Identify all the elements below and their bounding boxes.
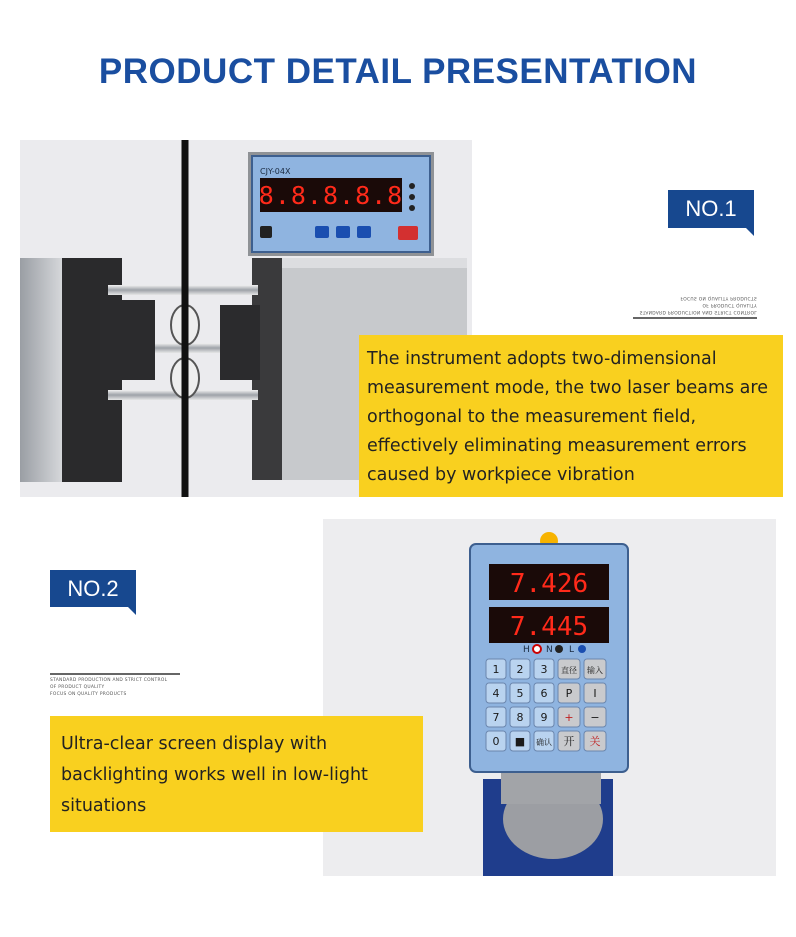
keypad-key-label: 4 (492, 687, 500, 700)
tagline-line-2: OF PRODUCT QUALITY (50, 685, 105, 690)
description-text-2: Ultra-clear screen display with backlighting works well in low-light situations (61, 734, 368, 816)
page-title: PRODUCT DETAIL PRESENTATION (98, 52, 698, 91)
tagline-line-3: FOCUS ON QUALITY PRODUCTS (50, 692, 127, 697)
description-text-1: The instrument adopts two-dimensional measurement mode, the two laser beams are orthogonal to the measurement field, effectively eliminating measurement errors caused by workpiece vibration (367, 349, 768, 485)
keypad-key-label: 3 (540, 663, 548, 676)
badge-no1-tip (746, 228, 754, 236)
tagline-line-2: OF PRODUCT QUALITY (702, 302, 757, 307)
badge-no2-label: NO.2 (67, 576, 119, 601)
tagline-block-2 (50, 673, 180, 698)
description-box-1 (359, 335, 783, 497)
tagline-line-1: STANDARD PRODUCTION AND STRICT CONTROL (639, 309, 757, 314)
keypad-key-label: 开 (563, 735, 575, 748)
led-display-top: 7.426 (509, 569, 589, 599)
keypad-key-label: P (565, 687, 573, 700)
tagline-line-1: STANDARD PRODUCTION AND STRICT CONTROL (50, 678, 168, 683)
keypad-key-label: 关 (589, 735, 601, 748)
tagline-block-1 (633, 294, 757, 319)
keypad-key-label: 确认 (536, 738, 552, 747)
tagline-bar (50, 673, 180, 675)
keypad-key-label: 9 (540, 711, 548, 724)
device-model-label: CJY-04X (260, 167, 291, 176)
keypad-key-label: 直径 (561, 666, 577, 675)
keypad-key-label: 8 (516, 711, 524, 724)
keypad-key-label: 6 (540, 687, 548, 700)
keypad-key-label: 1 (492, 663, 500, 676)
keypad-key-label: I (593, 687, 597, 700)
description-box-2 (50, 716, 423, 832)
badge-no2-tip (128, 607, 136, 615)
indicator-label-n: N (546, 645, 553, 655)
led-display-bottom: 7.445 (509, 612, 589, 642)
badge-no1 (668, 190, 754, 228)
keypad-key-label: ■ (514, 735, 526, 748)
led-display: 8.8.8.8.8 (258, 181, 404, 210)
keypad-key-label: 输入 (587, 666, 603, 675)
keypad-key-label: 0 (492, 735, 500, 748)
keypad-key-label: 7 (492, 711, 500, 724)
keypad-key-label: + (564, 711, 574, 724)
badge-no2 (50, 570, 136, 607)
tagline-line-3: FOCUS ON QUALITY PRODUCTS (680, 295, 757, 300)
keypad-key-label: 5 (516, 687, 524, 700)
badge-no1-label: NO.1 (685, 196, 737, 221)
tagline-bar (633, 317, 757, 319)
keypad-key-label: − (590, 711, 600, 724)
keypad-key-label: 2 (516, 663, 524, 676)
indicator-label-h: H (523, 645, 530, 655)
indicator-label-l: L (569, 645, 575, 655)
